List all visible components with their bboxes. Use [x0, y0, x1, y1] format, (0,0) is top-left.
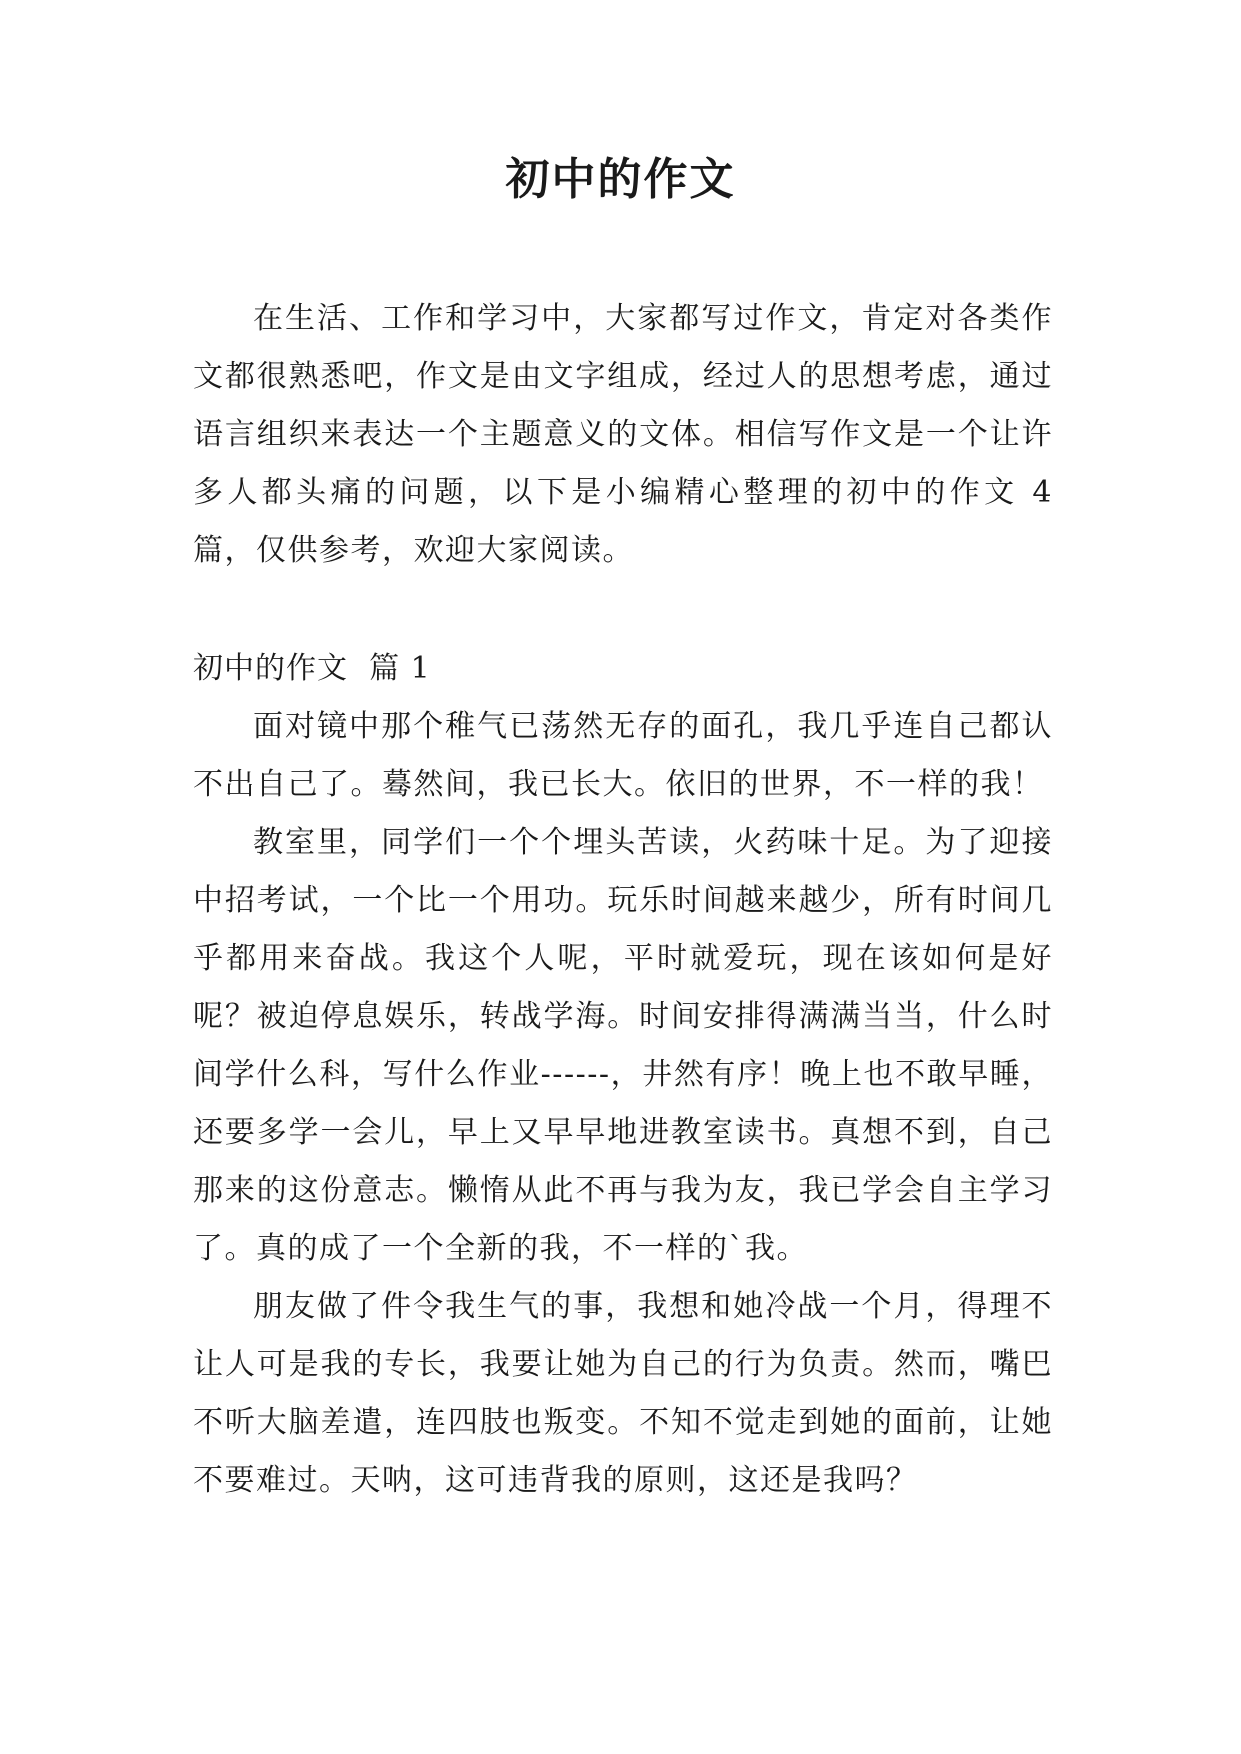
essay-paragraph: 朋友做了件令我生气的事，我想和她冷战一个月，得理不让人可是我的专长，我要让她为自己的行为负责。然而，嘴巴不听大脑差遣，连四肢也叛变。不知不觉走到她的面前，让她不要难过。天呐，这可违背我的原则，这还是我吗？	[193, 1289, 1053, 1498]
document-title: 初中的作文	[505, 154, 736, 205]
intro-block	[193, 290, 1053, 580]
essay-paragraph: 教室里，同学们一个个埋头苦读，火药味十足。为了迎接中招考试，一个比一个用功。玩乐时间越来越少，所有时间几乎都用来奋战。我这个人呢，平时就爱玩，现在该如何是好呢？被迫停息娱乐，转战学海。时间安排得满满当当，什么时间学什么科，写什么作业------，井然有序！晚上也不敢早睡，还要多学一会儿，早上又早早地进教室读书。真想不到，自己那来的这份意志。懒惰从此不再与我为友，我已学会自主学习了。真的成了一个全新的我，不一样的`我。	[193, 825, 1053, 1266]
section-heading: 初中的作文 篇 1	[193, 651, 431, 686]
intro-paragraph: 在生活、工作和学习中，大家都写过作文，肯定对各类作文都很熟悉吧，作文是由文字组成，经过人的思想考虑，通过语言组织来表达一个主题意义的文体。相信写作文是一个让许多人都头痛的问题，以下是小编精心整理的初中的作文 4 篇，仅供参考，欢迎大家阅读。	[193, 301, 1053, 568]
essay-paragraph: 面对镜中那个稚气已荡然无存的面孔，我几乎连自己都认不出自己了。蓦然间，我已长大。依旧的世界，不一样的我！	[193, 709, 1053, 802]
essay-section-1	[193, 640, 1053, 1510]
